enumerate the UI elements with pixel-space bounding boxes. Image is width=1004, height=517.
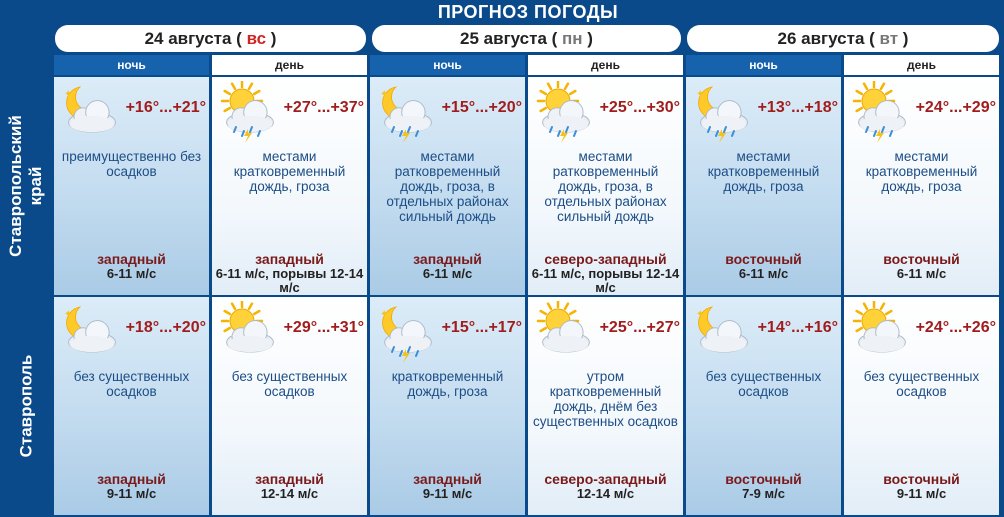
tod-night-1: ночь [54,55,209,75]
date-label: 24 августа [144,29,232,48]
sun-cloud-rain-storm-icon [848,81,912,141]
wind-direction: западный [413,471,482,487]
forecast-cell [686,297,841,515]
sun-cloud-icon [532,301,596,361]
wind-speed: 9-11 м/с [422,486,473,501]
weather-description: преимущественно без осадков [61,149,202,179]
wind-direction: восточный [725,251,802,267]
temperature: +25°...+27° [599,319,680,336]
moon-cloud-rain-storm-icon [374,81,438,141]
weather-description: местами кратковременный дождь, гроза [233,149,346,194]
wind-direction: западный [97,471,166,487]
tod-night-3: ночь [686,55,841,75]
wind-speed: 9-11 м/с [106,486,157,501]
svg-text:✦: ✦ [64,89,73,100]
wind-speed: 6-11 м/с, порывы 12-14 м/с [215,266,364,295]
wind-speed: 9-11 м/с [896,486,947,501]
weather-description: кратковременный дождь, гроза [391,369,504,399]
page-title: ПРОГНОЗ ПОГОДЫ [437,2,619,22]
forecast-cell [54,297,209,515]
wind-direction: западный [255,471,324,487]
wind-direction: западный [97,251,166,267]
wind-speed: 6-11 м/с, порывы 12-14 м/с [531,266,680,295]
weather-description: местами кратковременный дождь, гроза [865,149,978,194]
sun-cloud-icon [216,301,280,361]
wind-direction: восточный [883,471,960,487]
svg-text:✦: ✦ [380,309,389,320]
forecast-cell [370,297,525,515]
day-of-week: вт [879,29,899,48]
forecast-cell [370,77,525,295]
weather-description: утром кратковременный дождь, днём без существенных осадков [533,369,678,429]
moon-cloud-icon [58,301,122,361]
weather-description: без существенных осадков [863,369,980,399]
moon-cloud-icon [690,301,754,361]
forecast-cell [844,297,999,515]
temperature: +27°...+37° [283,99,364,116]
temperature: +14°...+16° [757,319,838,336]
region-label-krai [0,77,52,295]
wind-speed: 6-11 м/с [106,266,157,281]
wind-direction: восточный [725,471,802,487]
forecast-cell [844,77,999,295]
wind-speed: 6-11 м/с [422,266,473,281]
temperature: +24°...+29° [915,99,996,116]
wind-speed: 6-11 м/с [738,266,789,281]
tod-day-2: день [528,55,683,75]
sun-cloud-rain-storm-icon [532,81,596,141]
wind-speed: 7-9 м/с [742,486,785,501]
forecast-cell [686,77,841,295]
date-label: 26 августа [777,29,865,48]
date-label: 25 августа [460,29,547,48]
temperature: +13°...+18° [757,99,838,116]
corner-block [0,0,52,77]
temperature: +18°...+20° [125,319,206,336]
sun-cloud-icon [848,301,912,361]
weather-description: местами ратковременный дождь, гроза, в отдельных районах сильный дождь [386,149,509,224]
svg-text:✦: ✦ [696,309,705,320]
weather-description: без существенных осадков [705,369,822,399]
temperature: +25°...+30° [599,99,680,116]
region-name: Ставрополь [16,354,36,458]
tod-day-1: день [212,55,367,75]
date-header-3: 26 августа ( вт ) [687,25,999,52]
moon-cloud-rain-storm-icon [374,301,438,361]
wind-direction: северо-западный [544,471,667,487]
svg-text:✦: ✦ [380,89,389,100]
weather-description: местами кратковременный дождь, гроза [707,149,820,194]
weather-description: без существенных осадков [231,369,348,399]
day-of-week: пн [562,29,583,48]
moon-cloud-rain-storm-icon [690,81,754,141]
forecast-cell [528,77,683,295]
tod-day-3: день [844,55,999,75]
temperature: +24°...+26° [915,319,996,336]
svg-text:✦: ✦ [696,89,705,100]
temperature: +15°...+20° [441,99,522,116]
date-header-1: 24 августа ( вс ) [55,25,366,52]
day-of-week: вс [246,29,267,48]
sun-cloud-rain-storm-icon [216,81,280,141]
temperature: +15°...+17° [441,319,522,336]
weather-description: местами ратковременный дождь, гроза, в отдельных районах сильный дождь [544,149,667,224]
wind-direction: северо-западный [544,251,667,267]
weather-description: без существенных осадков [73,369,190,399]
wind-direction: восточный [883,251,960,267]
tod-night-2: ночь [370,55,525,75]
wind-speed: 12-14 м/с [260,486,319,501]
wind-speed: 6-11 м/с [896,266,947,281]
wind-direction: западный [255,251,324,267]
wind-speed: 12-14 м/с [576,486,635,501]
forecast-cell [528,297,683,515]
temperature: +29°...+31° [283,319,364,336]
forecast-cell [212,77,367,295]
svg-text:✦: ✦ [64,309,73,320]
wind-direction: западный [413,251,482,267]
region-label-city [0,297,52,515]
forecast-cell [212,297,367,515]
date-header-2: 25 августа ( пн ) [372,25,681,52]
temperature: +16°...+21° [125,99,206,116]
region-name: Ставропольский край [6,115,45,257]
moon-cloud-icon [58,81,122,141]
forecast-cell [54,77,209,295]
